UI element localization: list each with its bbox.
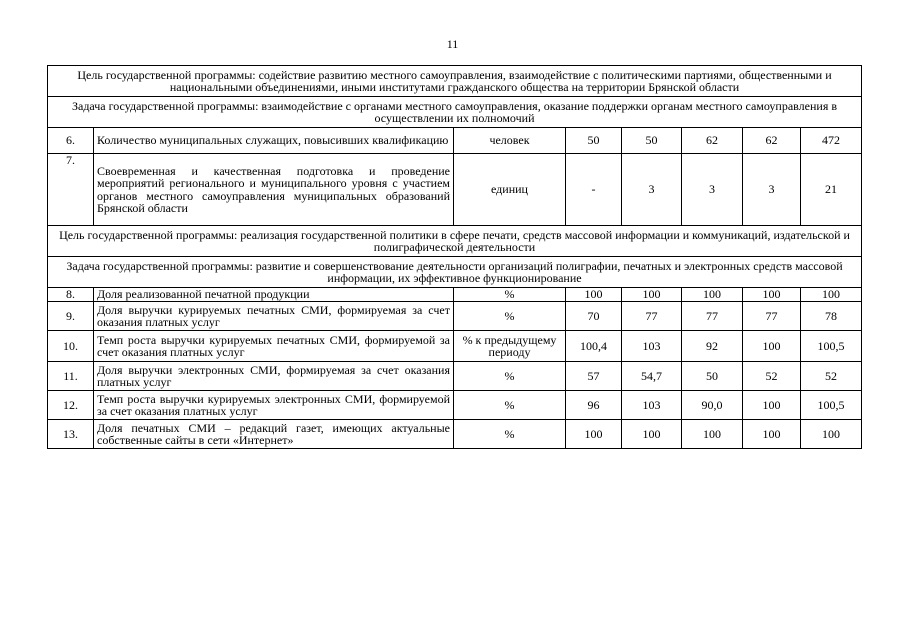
table-row [48, 128, 862, 154]
value-cell: 100 [682, 288, 743, 302]
value-cell: 100 [801, 420, 862, 449]
value-cell: 100,5 [801, 391, 862, 420]
value-cell: 50 [566, 128, 622, 154]
row-number: 9. [48, 302, 94, 331]
indicator-name: Количество муниципальных служащих, повысивших квалификацию [94, 128, 454, 154]
row-number: 11. [48, 362, 94, 391]
value-cell: 3 [622, 154, 682, 226]
page-number: 11 [446, 37, 459, 51]
goal-text: Цель государственной программы: содействие развитию местного самоуправления, взаимодействие с политическими партиями, общественными и национальными объединениями, иными институтами гражданского общества на территории Брянской области [48, 66, 862, 97]
indicator-name: Темп роста выручки курируемых печатных СМИ, формируемой за счет оказания платных услуг [94, 331, 454, 362]
table-row [48, 362, 862, 391]
value-cell: 100 [743, 420, 801, 449]
value-cell: 3 [743, 154, 801, 226]
value-cell: 54,7 [622, 362, 682, 391]
row-number: 13. [48, 420, 94, 449]
row-number: 10. [48, 331, 94, 362]
unit-cell: % [454, 288, 566, 302]
value-cell: 62 [682, 128, 743, 154]
value-cell: 57 [566, 362, 622, 391]
value-cell: 100 [682, 420, 743, 449]
value-cell: 92 [682, 331, 743, 362]
indicator-name: Своевременная и качественная подготовка и проведение мероприятий регионального и муниципального уровня с участием органов местного самоуправления муниципальных образований Брянской области [94, 154, 454, 226]
value-cell: 100 [801, 288, 862, 302]
unit-cell: % [454, 362, 566, 391]
value-cell: 78 [801, 302, 862, 331]
unit-cell: % [454, 391, 566, 420]
goal-text: Цель государственной программы: реализация государственной политики в сфере печати, средств массовой информации и коммуникаций, издательской и полиграфической деятельности [48, 226, 862, 257]
value-cell: 77 [743, 302, 801, 331]
value-cell: 77 [682, 302, 743, 331]
indicator-name: Темп роста выручки курируемых электронных СМИ, формируемой за счет оказания платных услуг [94, 391, 454, 420]
value-cell: 52 [743, 362, 801, 391]
goal-row [48, 226, 862, 257]
table-row [48, 331, 862, 362]
row-number: 12. [48, 391, 94, 420]
value-cell: 103 [622, 391, 682, 420]
value-cell: 472 [801, 128, 862, 154]
unit-cell: % [454, 302, 566, 331]
indicator-name: Доля реализованной печатной продукции [94, 288, 454, 302]
value-cell: 77 [622, 302, 682, 331]
value-cell: 3 [682, 154, 743, 226]
goal-row [48, 66, 862, 97]
row-number: 6. [48, 128, 94, 154]
table-row [48, 302, 862, 331]
value-cell: 100,5 [801, 331, 862, 362]
value-cell: 100 [743, 288, 801, 302]
value-cell: 100,4 [566, 331, 622, 362]
unit-cell: % к предыдущему периоду [454, 331, 566, 362]
value-cell: 100 [566, 420, 622, 449]
value-cell: 62 [743, 128, 801, 154]
unit-cell: единиц [454, 154, 566, 226]
value-cell: 100 [566, 288, 622, 302]
value-cell: - [566, 154, 622, 226]
task-text: Задача государственной программы: развитие и совершенствование деятельности организаций полиграфии, печатных и электронных средств массовой информации, их эффективное функционирование [48, 257, 862, 288]
value-cell: 21 [801, 154, 862, 226]
task-row [48, 257, 862, 288]
task-row [48, 97, 862, 128]
row-number: 8. [48, 288, 94, 302]
unit-cell: % [454, 420, 566, 449]
value-cell: 96 [566, 391, 622, 420]
task-text: Задача государственной программы: взаимодействие с органами местного самоуправления, оказание поддержки органам местного самоуправления в осуществлении их полномочий [48, 97, 862, 128]
table-row [48, 420, 862, 449]
table-row [48, 391, 862, 420]
value-cell: 100 [743, 391, 801, 420]
indicator-name: Доля выручки курируемых печатных СМИ, формируемая за счет оказания платных услуг [94, 302, 454, 331]
indicator-name: Доля печатных СМИ – редакций газет, имеющих актуальные собственные сайты в сети «Интернет» [94, 420, 454, 449]
indicators-table [47, 65, 862, 449]
value-cell: 50 [682, 362, 743, 391]
value-cell: 52 [801, 362, 862, 391]
value-cell: 100 [743, 331, 801, 362]
value-cell: 70 [566, 302, 622, 331]
value-cell: 90,0 [682, 391, 743, 420]
table-row [48, 154, 862, 226]
table-row [48, 288, 862, 302]
value-cell: 103 [622, 331, 682, 362]
value-cell: 50 [622, 128, 682, 154]
indicator-name: Доля выручки электронных СМИ, формируемая за счет оказания платных услуг [94, 362, 454, 391]
value-cell: 100 [622, 288, 682, 302]
value-cell: 100 [622, 420, 682, 449]
unit-cell: человек [454, 128, 566, 154]
row-number: 7. [48, 154, 94, 226]
